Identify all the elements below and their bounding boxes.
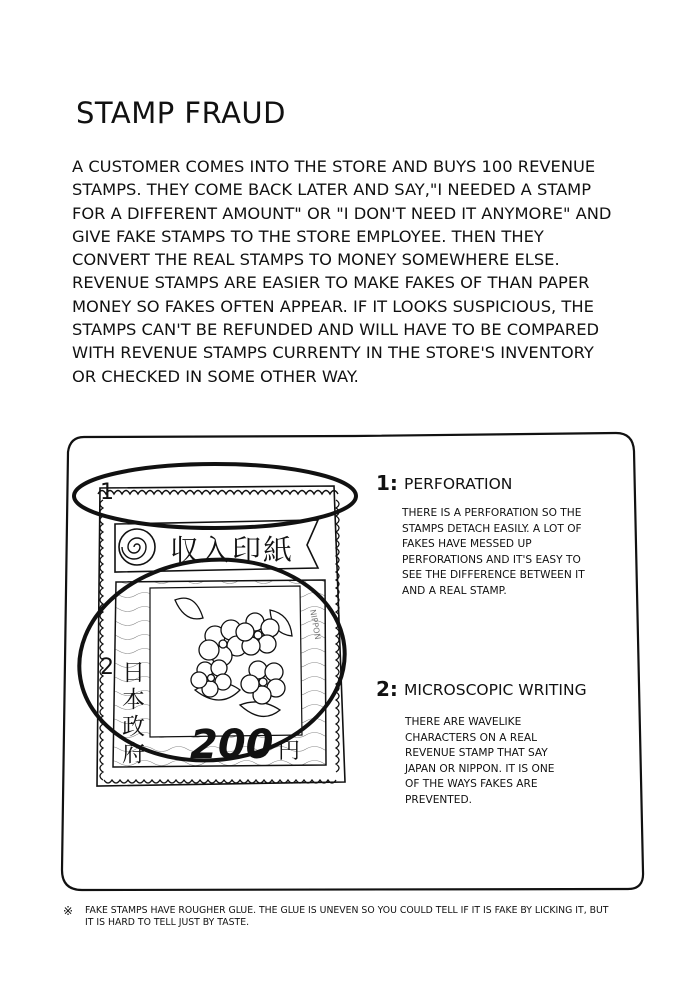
denomination-currency: 円 <box>277 739 300 764</box>
marker-1: 1 <box>100 480 114 505</box>
point-1-heading: PERFORATION <box>404 475 513 493</box>
point-1-description: THERE IS A PERFORATION SO THE STAMPS DETACH EASILY. A LOT OF FAKES HAVE MESSED UP PERFORATIONS AND IT'S EASY TO SEE THE DIFFERENCE BETWEEN IT AND A REAL STAMP. <box>402 507 585 597</box>
microtext-sample: NIPPON <box>308 608 323 641</box>
body-paragraph: A CUSTOMER COMES INTO THE STORE AND BUYS 100 REVENUE STAMPS. THEY COME BACK LATER AND SAY,"I NEEDED A STAMP FOR A DIFFERENT AMOUNT" OR "I DON'T NEED IT ANYMORE" AND GIVE FAKE STAMPS TO THE STORE EMPLOYEE. THEN THEY CONVERT THE REAL STAMPS TO MONEY SOMEWHERE ELSE. REVENUE STAMPS ARE EASIER TO MAKE FAKES OF THAN PAPER MONEY SO FAKES OFTEN APPEAR. IF IT LOOKS SUSPICIOUS, THE STAMPS CAN'T BE REFUNDED AND WILL HAVE TO BE COMPARED WITH REVENUE STAMPS CURRENTY IN THE STORE'S INVENTORY OR CHECKED IN SOME OTHER WAY. <box>72 157 612 386</box>
point-1-number: 1: <box>376 471 398 495</box>
stamp-denomination <box>190 722 300 768</box>
point-2-description: THERE ARE WAVELIKE CHARACTERS ON A REAL REVENUE STAMP THAT SAY JAPAN OR NIPPON. IT IS ONE OF THE WAYS FAKES ARE PREVENTED. <box>405 716 555 806</box>
stamp-side-text: 日本政府 <box>122 660 145 767</box>
point-2-heading: MICROSCOPIC WRITING <box>404 681 587 699</box>
reference-mark-icon: ※ <box>63 904 74 918</box>
stamp-banner-text: 収入印紙 <box>170 533 295 567</box>
footnote-text: FAKE STAMPS HAVE ROUGHER GLUE. THE GLUE IS UNEVEN SO YOU COULD TELL IF IT IS FAKE BY LICKING IT, BUT IT IS HARD TO TELL JUST BY TASTE. <box>85 905 609 928</box>
page-title: STAMP FRAUD <box>76 96 286 130</box>
point-2-number: 2: <box>376 677 398 701</box>
marker-2: 2 <box>100 655 114 680</box>
denomination-value: 200 <box>190 722 274 768</box>
